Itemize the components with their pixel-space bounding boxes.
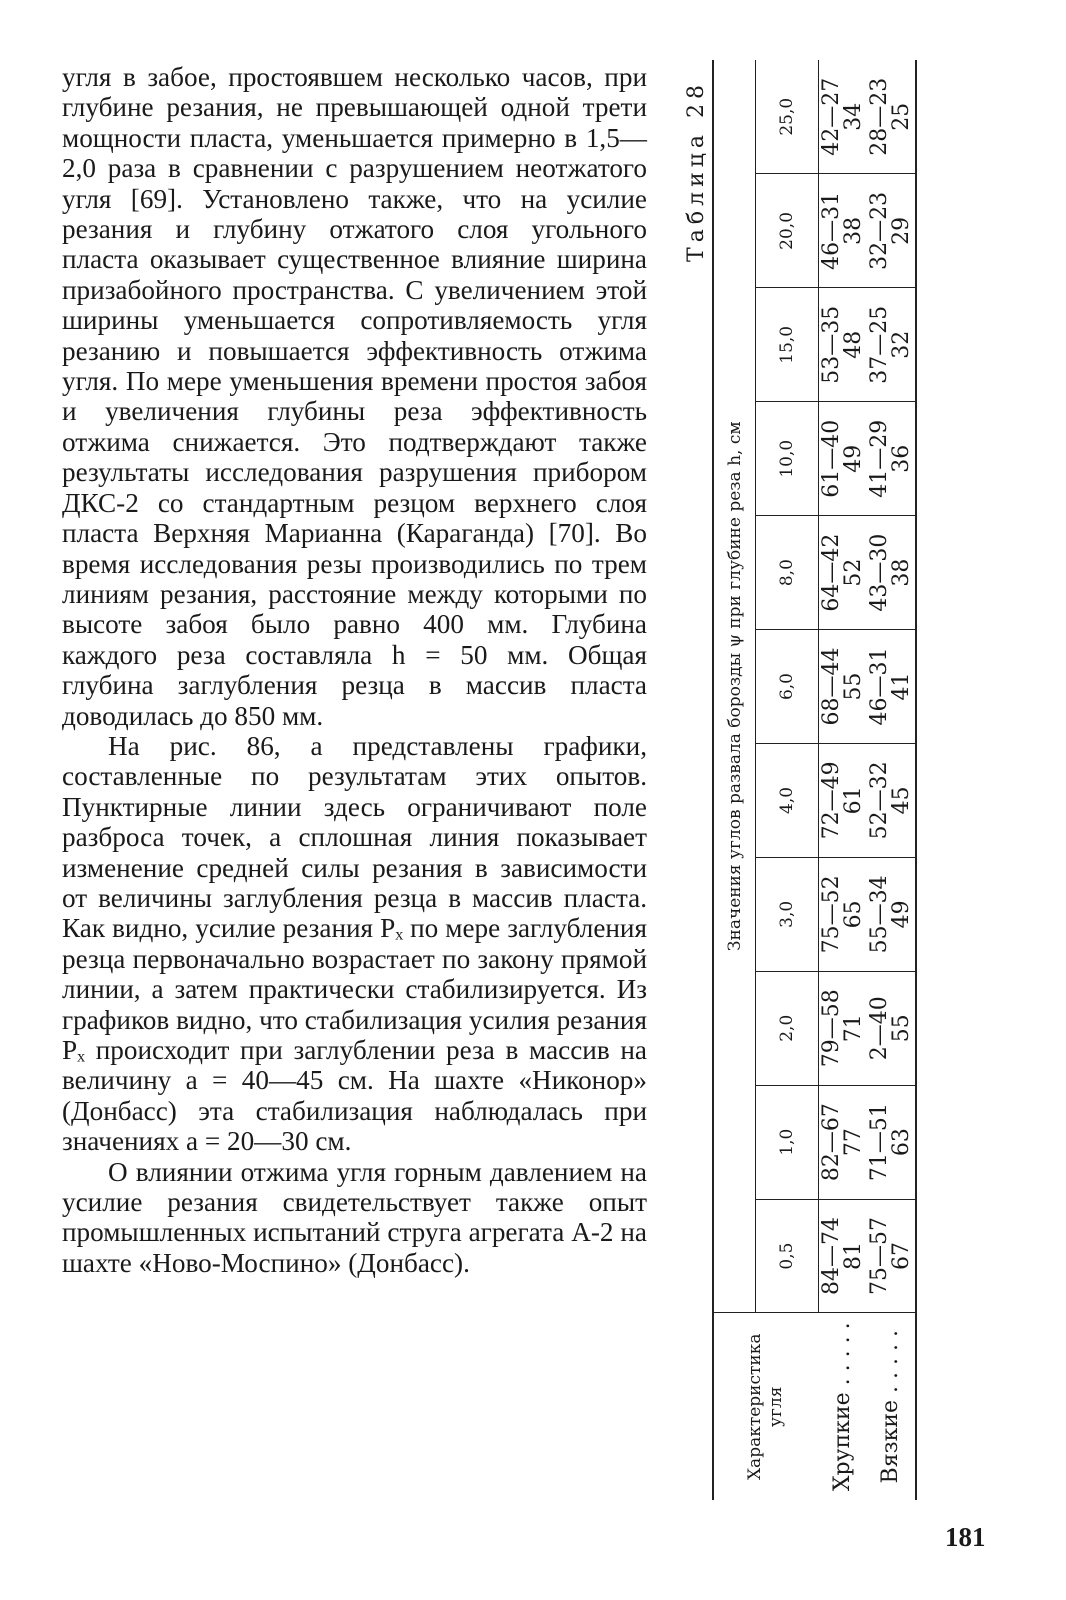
depth-header: 6,0 bbox=[756, 630, 819, 744]
table-cell bbox=[867, 630, 916, 744]
mean-value: 55 bbox=[888, 1014, 914, 1043]
table-cell bbox=[867, 1085, 916, 1199]
depth-header: 20,0 bbox=[756, 174, 819, 288]
paragraph-1: угля в забое, простоявшем несколько часов, при глубине резания, не превышающей одной трети мощности пласта, уменьшается примерно в 1,5—2,0 раза в сравнении с разрушением неотжатого угля [69]. Установлено также, что на усилие резания и глубину отжатого слоя угольного пласта оказывает существенное влияние ширина призабойного пространства. С увеличением этой ширины уменьшается сопротивляемость угля резанию и повышается эффективность отжима угля. По мере уменьшения времени простоя забоя и увеличения глубины реза эффективность отжима снижается. Это подтверждают также результаты исследования разрушения прибором ДКС-2 со стандартным резцом верхнего слоя пласта Верхняя Марианна (Караганда) [70]. Во время исследования резы производились по трем линиям резания, расстояние между которыми по высоте забоя было равно 400 мм. Глубина каждого реза составляла h = 50 мм. Общая глубина заглубления резца в массив пласта доводилась до 850 мм. bbox=[62, 62, 647, 731]
table-cell bbox=[818, 60, 867, 174]
mean-value: 63 bbox=[888, 1128, 914, 1157]
table-cell bbox=[867, 60, 916, 174]
range-value: 55—34 bbox=[866, 875, 892, 954]
row-header: Характеристика угля bbox=[713, 1313, 818, 1500]
table-row bbox=[867, 60, 916, 1500]
mean-value: 81 bbox=[840, 1242, 866, 1271]
range-value: 71—51 bbox=[866, 1103, 892, 1182]
range-value: 72—49 bbox=[818, 761, 844, 840]
mean-value: 32 bbox=[888, 330, 914, 359]
table-cell bbox=[818, 971, 867, 1085]
range-value: 53—35 bbox=[818, 305, 844, 384]
range-value: 68—44 bbox=[818, 647, 844, 726]
range-value: 43—30 bbox=[866, 533, 892, 612]
depth-header: 15,0 bbox=[756, 288, 819, 402]
mean-value: 77 bbox=[840, 1128, 866, 1157]
group-header: Значения углов развала борозды ψ при глубине реза h, см bbox=[713, 60, 756, 1313]
table-cell bbox=[867, 971, 916, 1085]
range-value: 32—23 bbox=[866, 191, 892, 270]
mean-value: 55 bbox=[840, 672, 866, 701]
range-value: 28—23 bbox=[866, 77, 892, 156]
range-value: 75—57 bbox=[866, 1217, 892, 1296]
mean-value: 49 bbox=[840, 444, 866, 473]
mean-value: 65 bbox=[840, 900, 866, 929]
table-cell bbox=[818, 1085, 867, 1199]
table-cell bbox=[818, 288, 867, 402]
range-value: 37—25 bbox=[866, 305, 892, 384]
paragraph-2: На рис. 86, а представлены графики, составленные по результатам этих опытов. Пунктирные линии здесь ограничивают поле разброса точек, а сплошная линия показывает изменение средней силы резания в зависимости от величины заглубления резца в массив пласта. Как видно, усилие резания Pₓ по мере заглубления резца первоначально возрастает по закону прямой линии, а затем практически стабилизируется. Из графиков видно, что стабилизация усилия резания Pₓ происходит при заглублении реза в массив на величину a = 40—45 см. На шахте «Никонор» (Донбасс) эта стабилизация наблюдалась при значениях a = 20—30 см. bbox=[62, 730, 647, 1157]
mean-value: 52 bbox=[840, 558, 866, 587]
range-value: 61—40 bbox=[818, 419, 844, 498]
mean-value: 38 bbox=[840, 216, 866, 245]
table-cell bbox=[867, 857, 916, 971]
depth-header: 0,5 bbox=[756, 1199, 819, 1313]
table-caption: Таблица 28 bbox=[684, 80, 709, 262]
depth-header: 2,0 bbox=[756, 971, 819, 1085]
range-value: 2—40 bbox=[866, 996, 892, 1061]
mean-value: 71 bbox=[840, 1014, 866, 1043]
table-cell bbox=[818, 174, 867, 288]
row-label: Вязкие . . . . . bbox=[867, 1313, 916, 1500]
table-cell bbox=[867, 402, 916, 516]
body-text bbox=[62, 62, 647, 1278]
depth-header: 3,0 bbox=[756, 857, 819, 971]
table-cell bbox=[867, 1199, 916, 1313]
range-value: 64—42 bbox=[818, 533, 844, 612]
table-cell bbox=[818, 516, 867, 630]
table-cell bbox=[867, 288, 916, 402]
table-cell bbox=[867, 516, 916, 630]
page-number: 181 bbox=[945, 1522, 986, 1552]
depth-header: 10,0 bbox=[756, 402, 819, 516]
table-cell bbox=[818, 1199, 867, 1313]
depth-header: 25,0 bbox=[756, 60, 819, 174]
range-value: 46—31 bbox=[866, 647, 892, 726]
depth-header: 8,0 bbox=[756, 516, 819, 630]
mean-value: 61 bbox=[840, 786, 866, 815]
row-label: Хрупкие . . . . . bbox=[818, 1313, 867, 1500]
mean-value: 34 bbox=[840, 102, 866, 131]
depth-header: 4,0 bbox=[756, 743, 819, 857]
table-cell bbox=[818, 857, 867, 971]
range-value: 84—74 bbox=[818, 1217, 844, 1296]
table-cell bbox=[818, 402, 867, 516]
mean-value: 36 bbox=[888, 444, 914, 473]
table-28 bbox=[682, 60, 987, 1500]
mean-value: 48 bbox=[840, 330, 866, 359]
depth-header: 1,0 bbox=[756, 1085, 819, 1199]
range-value: 79—58 bbox=[818, 989, 844, 1068]
data-table bbox=[712, 60, 917, 1500]
range-value: 41—29 bbox=[866, 419, 892, 498]
range-value: 82—67 bbox=[818, 1103, 844, 1182]
range-value: 42—27 bbox=[818, 77, 844, 156]
range-value: 46—31 bbox=[818, 191, 844, 270]
mean-value: 38 bbox=[888, 558, 914, 587]
mean-value: 45 bbox=[888, 786, 914, 815]
mean-value: 67 bbox=[888, 1242, 914, 1271]
range-value: 75—52 bbox=[818, 875, 844, 954]
table-row bbox=[818, 60, 867, 1500]
mean-value: 29 bbox=[888, 216, 914, 245]
table-cell bbox=[818, 743, 867, 857]
range-value: 52—32 bbox=[866, 761, 892, 840]
mean-value: 49 bbox=[888, 900, 914, 929]
mean-value: 41 bbox=[888, 672, 914, 701]
paragraph-3: О влиянии отжима угля горным давлением на усилие резания свидетельствует также опыт промышленных испытаний струга агрегата А-2 на шахте «Ново-Моспино» (Донбасс). bbox=[62, 1156, 647, 1278]
mean-value: 25 bbox=[888, 102, 914, 131]
table-cell bbox=[867, 743, 916, 857]
table-cell bbox=[867, 174, 916, 288]
table-cell bbox=[818, 630, 867, 744]
